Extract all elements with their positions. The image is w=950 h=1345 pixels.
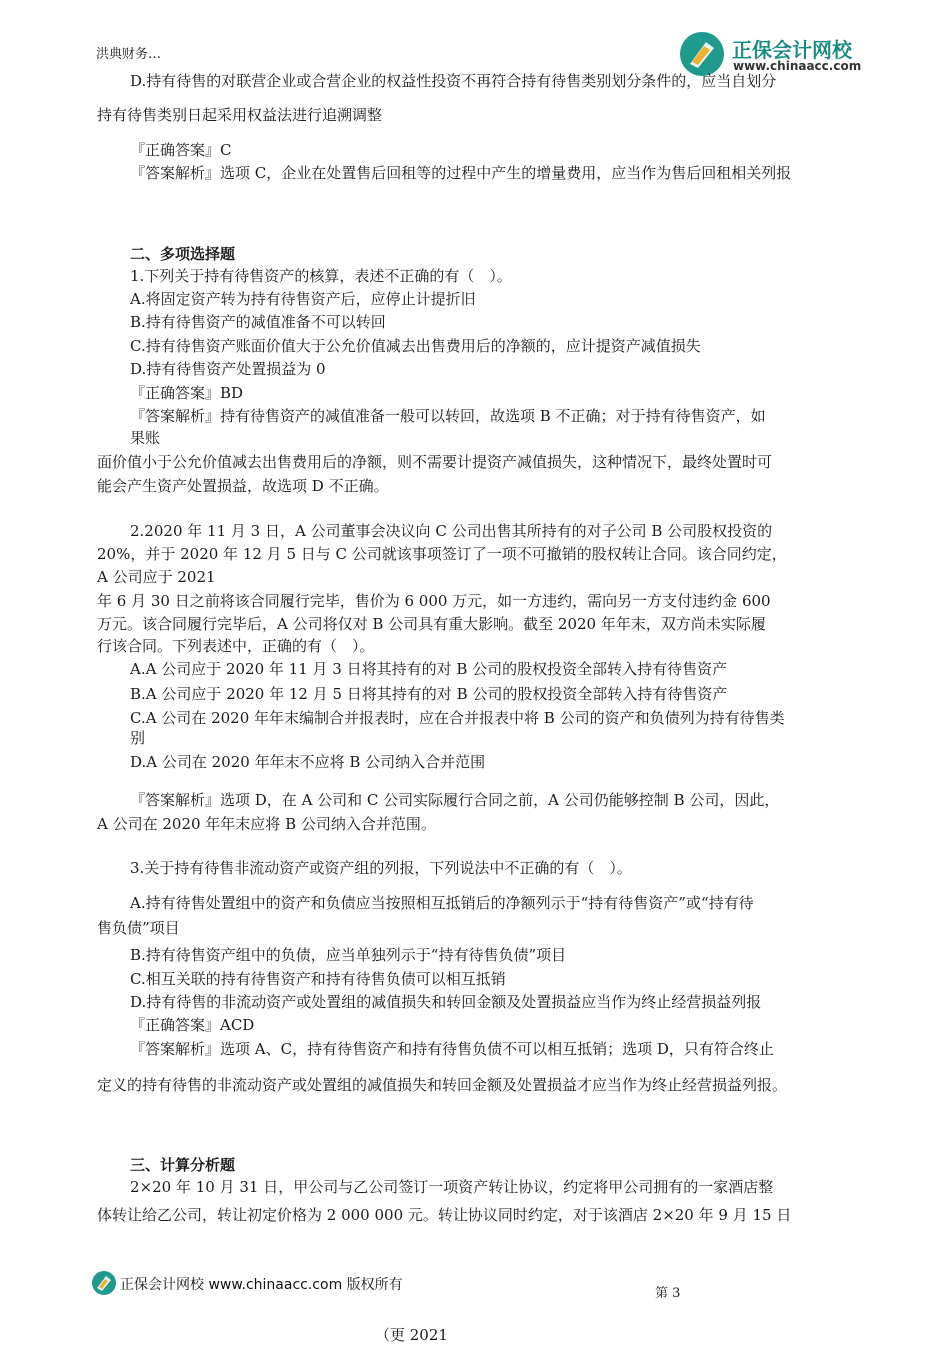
q2-option-a: A.A 公司应于 2020 年 11 月 3 日将其持有的对 B 公司的股权投资全部转入持有待售资产	[130, 660, 728, 678]
q1-option-a: A.将固定资产转为持有待售资产后，应停止计提折旧	[130, 290, 476, 308]
q2-stem-4: 年 6 月 30 日之前将该合同履行完毕，售价为 6 000 万元，如一方违约，需向另一方支付违约金 600	[97, 592, 771, 610]
q2-analysis-1: 『答案解析』选项 D，在 A 公司和 C 公司实际履行合同之前，A 公司仍能够控制 B 公司，因此，	[130, 791, 780, 809]
brand-name: 正保会计网校	[732, 38, 852, 62]
q1-answer: 『正确答案』BD	[130, 384, 244, 402]
top-analysis-cut: 『答案解析』选项 C，企业在处置售后回租等的过程中产生的增量费用，应当作为售后回租相关列报	[130, 164, 792, 182]
q3-option-a-cut-2: 售负债”项目	[97, 919, 180, 937]
q2-stem-3: A 公司应于 2021	[97, 568, 216, 586]
q1-analysis-3: 能会产生资产处置损益，故选项 D 不正确。	[97, 477, 389, 495]
q1-option-d: D.持有待售资产处置损益为 0	[130, 360, 326, 378]
section-title-calculation: 三、计算分析题	[130, 1156, 236, 1174]
q2-option-c-2: 别	[130, 729, 146, 747]
sec3-line-cut-2: 体转让给乙公司，转让初定价格为 2 000 000 元。转让协议同时约定，对于该酒店 2×20 年 9 月 15 日	[97, 1206, 792, 1224]
q1-analysis-1: 『答案解析』持有待售资产的减值准备一般可以转回，故选项 B 不正确；对于持有待售资产，如	[130, 407, 766, 425]
q3-analysis-1: 『答案解析』选项 A、C，持有待售资产和持有待售负债不可以相互抵销；选项 D，只有符合终止	[130, 1040, 774, 1058]
pen-icon	[680, 32, 724, 76]
q2-stem-2: 20%，并于 2020 年 12 月 5 日与 C 公司就该事项签订了一项不可撤销的股权转让合同。该合同约定，	[97, 545, 787, 563]
footer-pen-icon	[92, 1271, 116, 1295]
footer-copyright: 正保会计网校 www.chinaacc.com 版权所有	[120, 1277, 403, 1293]
q2-option-b: B.A 公司应于 2020 年 12 月 5 日将其持有的对 B 公司的股权投资全部转入持有待售资产	[130, 685, 728, 703]
q2-stem-5: 万元。该合同履行完毕后，A 公司将仅对 B 公司具有重大影响。截至 2020 年年末，双方尚未实际履	[97, 615, 766, 633]
q3-option-a-cut-1: A.持有待售处置组中的资产和负债应当按照相互抵销后的净额列示于“持有待售资产”或“持有待	[130, 894, 754, 912]
footer-page-cut: 第 3	[655, 1286, 681, 1301]
q1-option-b: B.持有待售资产的减值准备不可以转回	[130, 313, 386, 331]
brand-url[interactable]: www.chinaacc.com	[733, 59, 862, 73]
q2-option-c-1: C.A 公司在 2020 年年末编制合并报表时，应在合并报表中将 B 公司的资产和负债列为持有待售类	[130, 709, 785, 727]
q2-option-d: D.A 公司在 2020 年年末不应将 B 公司纳入合并范围	[130, 753, 486, 771]
q1-analysis-cut: 果账	[130, 429, 161, 447]
bottom-cut-text: （更 2021	[375, 1326, 448, 1344]
q2-analysis-2: A 公司在 2020 年年末应将 B 公司纳入合并范围。	[97, 815, 436, 833]
q3-option-b: B.持有待售资产组中的负债，应当单独列示于“持有待售负债”项目	[130, 946, 567, 964]
q1-option-c: C.持有待售资产账面价值大于公允价值减去出售费用后的净额的，应计提资产减值损失	[130, 337, 701, 355]
q3-stem: 3.关于持有待售非流动资产或资产组的列报，下列说法中不正确的有（ ）。	[130, 859, 632, 877]
footer-logo-icon	[92, 1271, 116, 1295]
top-line2-cut: 持有待售类别日起采用权益法进行追溯调整	[97, 106, 383, 124]
q3-option-c: C.相互关联的持有待售资产和持有待售负债可以相互抵销	[130, 970, 506, 988]
q2-stem-cut: 行该合同。下列表述中，正确的有（ ）。	[97, 637, 375, 655]
top-answer: 『正确答案』C	[130, 141, 232, 159]
q3-answer: 『正确答案』ACD	[130, 1016, 255, 1034]
header-cut-text: 洪典财务…	[96, 47, 162, 62]
q3-option-d: D.持有待售的非流动资产或处置组的减值损失和转回金额及处置损益应当作为终止经营损益列报	[130, 993, 762, 1011]
brand-logo-icon	[680, 32, 724, 76]
q1-stem: 1.下列关于持有待售资产的核算，表述不正确的有（ ）。	[130, 267, 512, 285]
q2-stem-1: 2.2020 年 11 月 3 日，A 公司董事会决议向 C 公司出售其所持有的对子公司 B 公司股权投资的	[130, 522, 773, 540]
top-line-cut: D.持有待售的对联营企业或合营企业的权益性投资不再符合持有待售类别划分条件的，应当自划分	[130, 72, 777, 90]
q1-analysis-2: 面价值小于公允价值减去出售费用后的净额，则不需要计提资产减值损失，这种情况下，最终处置时可	[97, 453, 773, 471]
sec3-line-cut-1: 2×20 年 10 月 31 日，甲公司与乙公司签订一项资产转让协议，约定将甲公司拥有的一家酒店整	[130, 1178, 774, 1196]
q3-analysis-2: 定义的持有待售的非流动资产或处置组的减值损失和转回金额及处置损益才应当作为终止经营损益列报。	[97, 1076, 788, 1094]
section-title-multiple-choice: 二、多项选择题	[130, 245, 236, 263]
